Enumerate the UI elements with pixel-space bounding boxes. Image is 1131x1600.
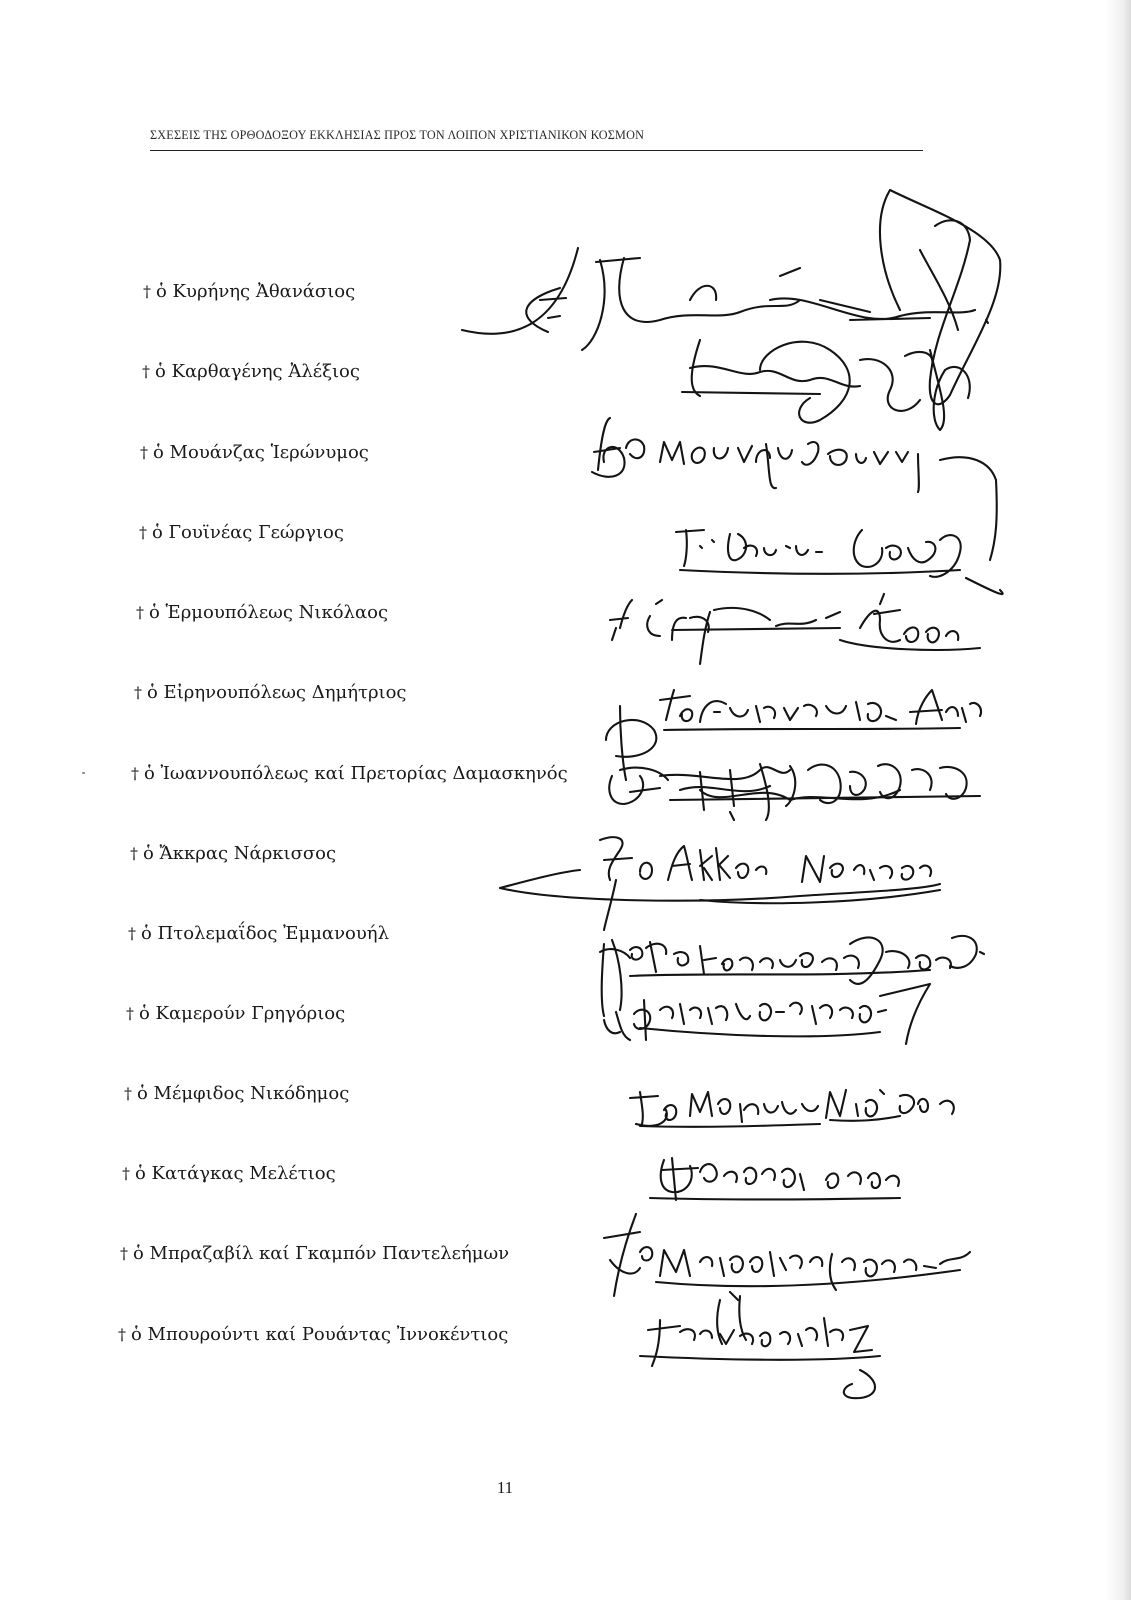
cross-icon: †: [140, 443, 148, 462]
signatory-name-text: ὁ Μπουρούντι καί Ρουάντας Ἰννοκέντιος: [131, 1324, 509, 1345]
cross-icon: †: [131, 764, 139, 783]
cross-icon: †: [142, 362, 150, 381]
cross-icon: †: [120, 1244, 128, 1263]
signatory-name-text: ὁ Μέμφιδος Νικόδημος: [137, 1083, 350, 1104]
signatory-name: [124, 1083, 349, 1104]
signatory-row: [0, 598, 1131, 678]
signatory-row: [0, 1079, 1131, 1159]
signatory-name: [134, 682, 407, 703]
signatory-name: [128, 923, 389, 944]
signatory-name: [131, 763, 568, 784]
signatory-row: [0, 438, 1131, 518]
signatory-row: [0, 919, 1131, 999]
signatory-name: [122, 1163, 336, 1184]
signatory-name-text: ὁ Καμερούν Γρηγόριος: [139, 1003, 346, 1024]
cross-icon: †: [130, 844, 138, 863]
signatory-name: [126, 1003, 345, 1024]
signatory-name-text: ὁ Κυρήνης Ἀθανάσιος: [156, 281, 356, 302]
cross-icon: †: [134, 683, 142, 702]
cross-icon: †: [118, 1325, 126, 1344]
cross-icon: †: [143, 282, 151, 301]
signatory-name-text: ὁ Ἑρμουπόλεως Νικόλαος: [149, 602, 389, 623]
cross-icon: †: [124, 1084, 132, 1103]
signatory-row: [0, 999, 1131, 1079]
signatory-name-text: ὁ Ἰωαννουπόλεως καί Πρετορίας Δαμασκηνός: [144, 763, 568, 784]
cross-icon: †: [136, 603, 144, 622]
signatory-name-text: ὁ Καρθαγένης Ἀλέξιος: [155, 361, 360, 382]
signatory-name-text: ὁ Ἄκκρας Νάρκισσος: [143, 843, 337, 864]
cross-icon: †: [139, 523, 147, 542]
signatory-row: [0, 277, 1131, 357]
signatory-row: [0, 357, 1131, 437]
signatory-name: [143, 281, 355, 302]
signatory-row: [0, 1320, 1131, 1400]
signatory-row: [0, 1159, 1131, 1239]
cross-icon: †: [128, 924, 136, 943]
signatory-name: [142, 361, 360, 382]
scan-speck: [82, 772, 85, 774]
running-header: ΣΧΕΣΕΙΣ ΤΗΣ ΟΡΘΟΔΟΞΟΥ ΕΚΚΛΗΣΙΑΣ ΠΡΟΣ ΤΟΝ ΛΟΙΠΟΝ ΧΡΙΣΤΙΑΝΙΚΟΝ ΚΟΣΜΟΝ: [150, 128, 645, 142]
signatory-row: [0, 1239, 1131, 1319]
signatory-name-text: ὁ Μουάνζας Ἱερώνυμος: [153, 442, 369, 463]
cross-icon: †: [126, 1004, 134, 1023]
signatory-name: [136, 602, 388, 623]
signatory-name-text: ὁ Εἰρηνουπόλεως Δημήτριος: [147, 682, 407, 703]
signatory-name-text: ὁ Γουϊνέας Γεώργιος: [152, 522, 344, 543]
signatory-row: [0, 678, 1131, 758]
signatory-name-text: ὁ Μπραζαβίλ καί Γκαμπόν Παντελεήμων: [133, 1243, 510, 1264]
signatory-name-text: ὁ Πτολεμαΐδος Ἐμμανουήλ: [141, 923, 389, 944]
page-number: 11: [496, 1478, 514, 1497]
signatory-row: [0, 839, 1131, 919]
signatory-name: [139, 522, 344, 543]
signatory-name-text: ὁ Κατάγκας Μελέτιος: [135, 1163, 336, 1184]
signatory-row: [0, 518, 1131, 598]
cross-icon: †: [122, 1164, 130, 1183]
signatory-name: [140, 442, 369, 463]
signatory-name: [130, 843, 336, 864]
header-rule: [150, 150, 923, 151]
signatory-name: [118, 1324, 508, 1345]
signatory-name: [120, 1243, 509, 1264]
signatory-row: [0, 759, 1131, 839]
